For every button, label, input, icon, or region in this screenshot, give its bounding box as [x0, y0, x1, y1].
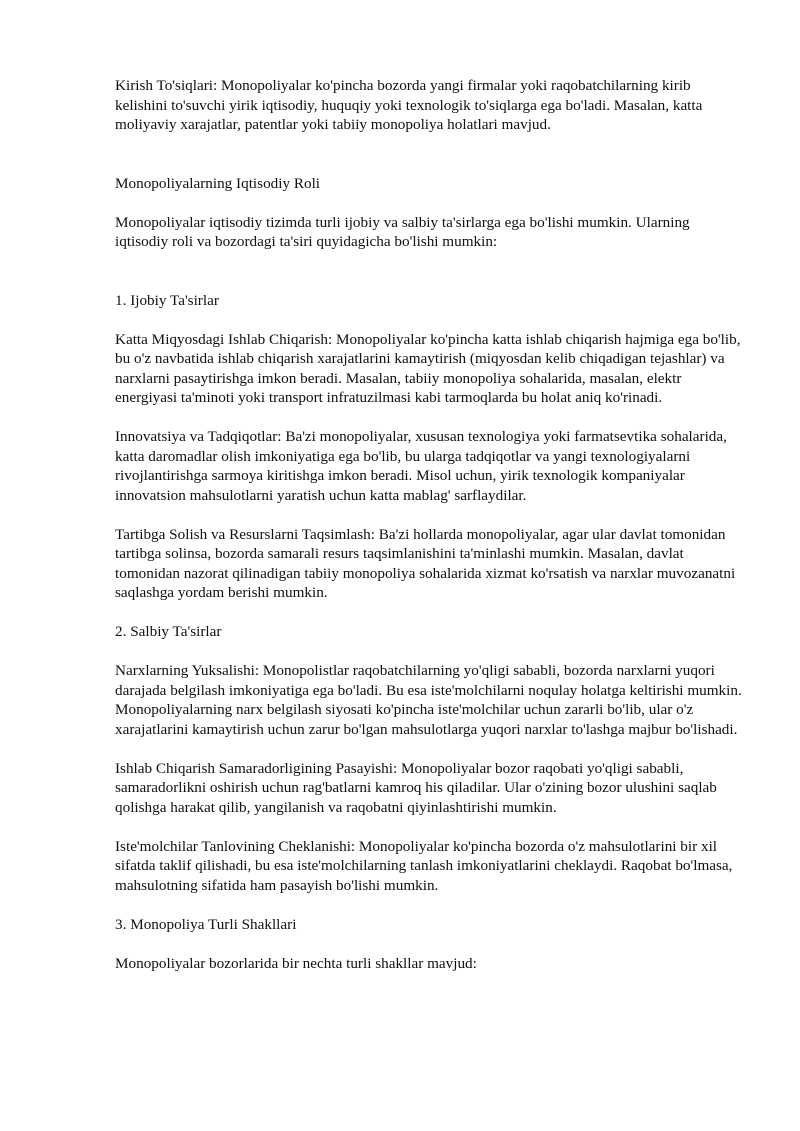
section-heading-monopoly-forms: 3. Monopoliya Turli Shakllari — [115, 915, 297, 933]
paragraph-regulation-resources: Tartibga Solish va Resurslarni Taqsimlash: Ba'zi hollarda monopoliyalar, agar ular davlat tomonidan tartibga solinsa, bozorda samarali resurs taqsimlanishini ta'minlashi mumkin. Masalan, davlat tomonidan nazorat qilinadigan tabiiy monopoliya sohalarida xizmat ko'rsatish va narxlar muvozanatni saqlashga yordam berishi mumkin. — [115, 525, 736, 601]
section-heading-economic-role: Monopoliyalarning Iqtisodiy Roli — [115, 174, 321, 192]
paragraph-efficiency-decline: Ishlab Chiqarish Samaradorligining Pasayishi: Monopoliyalar bozor raqobati yo'qligi sababli, samaradorlikni oshirish uchun rag'batlarni kamroq his qiladilar. Ular o'zining bozor ulushini saqlab qolishga harakat qilib, yangilanish va raqobatni qiyinlashtirishi mumkin. — [115, 759, 717, 816]
section-heading-positive-effects: 1. Ijobiy Ta'sirlar — [115, 291, 219, 309]
paragraph-monopoly-forms: Monopoliyalar bozorlarida bir nechta turli shakllar mavjud: — [115, 954, 477, 972]
paragraph-large-scale-production: Katta Miqyosdagi Ishlab Chiqarish: Monopoliyalar ko'pincha katta ishlab chiqarish hajmiga ega bo'lib, bu o'z navbatida ishlab chiqarish xarajatlarini kamaytirish (miqyosdan kelib chiqadigan tejashlar) va narxlarni pasaytirishga imkon beradi. Masalan, tabiiy monopoliya sohalarida, masalan, elektr energiyasi ta'minoti yoki transport infratuzilmasi kabi tarmoqlarda bu holat aniq ko'rinadi. — [115, 330, 741, 406]
paragraph-innovation-research: Innovatsiya va Tadqiqotlar: Ba'zi monopoliyalar, xususan texnologiya yoki farmatsevtika sohalarida, katta daromadlar olish imkoniyatiga ega bo'lib, bu ularga tadqiqotlar va yangi texnologiyalarni rivojlantirishga sarmoya kiritishga imkon beradi. Misol uchun, yirik texnologik kompaniyalar innovatsion mahsulotlarni yaratish uchun katta mablag' sarflaydilar. — [115, 428, 727, 504]
paragraph-price-increase: Narxlarning Yuksalishi: Monopolistlar raqobatchilarning yo'qligi sababli, bozorda narxlarni yuqori darajada belgilash imkoniyatiga ega bo'ladi. Bu esa iste'molchilarni noqulay holatga keltirishi mumkin. Monopoliyalarning narx belgilash siyosati ko'pincha iste'molchilar uchun zararli bo'lib, ular o'z xarajatlarini kamaytirish uchun zarur bo'lgan mahsulotlarga yuqori narxlar to'lashga majbur bo'lishadi. — [115, 662, 742, 738]
paragraph-economic-role: Monopoliyalar iqtisodiy tizimda turli ijobiy va salbiy ta'sirlarga ega bo'lishi mumkin. Ularning iqtisodiy roli va bozordagi ta'siri quyidagicha bo'lishi mumkin: — [115, 213, 690, 250]
section-heading-negative-effects: 2. Salbiy Ta'sirlar — [115, 623, 222, 640]
paragraph-consumer-choice-limits: Iste'molchilar Tanlovining Cheklanishi: Monopoliyalar ko'pincha bozorda o'z mahsulotlarini bir xil sifatda taklif qilishadi, bu esa iste'molchilarning tanlash imkoniyatlarini cheklaydi. Raqobat bo'lmasa, mahsulotning sifatida ham pasayish bo'lishi mumkin. — [115, 837, 733, 894]
document-page — [115, 76, 745, 993]
paragraph-entry-barriers: Kirish To'siqlari: Monopoliyalar ko'pincha bozorda yangi firmalar yoki raqobatchilarning kirib kelishini to'suvchi yirik iqtisodiy, huquqiy yoki texnologik to'siqlarga ega bo'ladi. Masalan, katta moliyaviy xarajatlar, patentlar yoki tabiiy monopoliya holatlari mavjud. — [115, 77, 703, 133]
